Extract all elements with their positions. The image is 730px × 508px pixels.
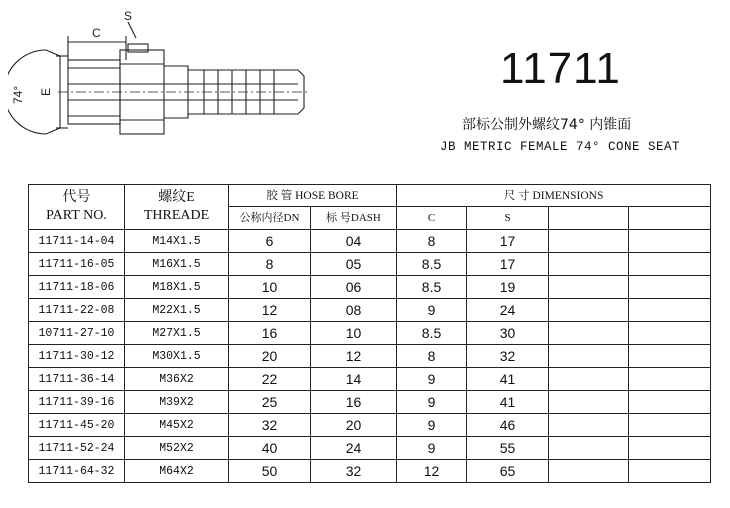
table-row [29, 322, 711, 345]
cell-empty [549, 322, 629, 345]
cell-thread: M64X2 [125, 460, 229, 483]
cell-dn: 10 [229, 276, 311, 299]
header-part-no: 代号 PART NO. [29, 185, 125, 230]
cell-thread: M30X1.5 [125, 345, 229, 368]
cell-empty [629, 322, 711, 345]
cell-empty [629, 391, 711, 414]
cell-part-no: 11711-39-16 [29, 391, 125, 414]
table-row [29, 299, 711, 322]
cell-empty [549, 391, 629, 414]
fitting-technical-drawing [8, 8, 318, 148]
cell-empty [629, 253, 711, 276]
cell-dash: 08 [311, 299, 397, 322]
cell-part-no: 11711-18-06 [29, 276, 125, 299]
cell-s: 19 [467, 276, 549, 299]
title-english: JB METRIC FEMALE 74° CONE SEAT [440, 140, 681, 154]
cell-empty [549, 437, 629, 460]
table-row [29, 414, 711, 437]
cell-part-no: 11711-16-05 [29, 253, 125, 276]
cell-c: 8.5 [397, 276, 467, 299]
cell-empty [549, 460, 629, 483]
cell-c: 9 [397, 368, 467, 391]
header-dn: 公称内径DN [229, 207, 311, 230]
cell-dash: 04 [311, 230, 397, 253]
cell-s: 55 [467, 437, 549, 460]
cell-empty [629, 460, 711, 483]
cell-part-no: 11711-64-32 [29, 460, 125, 483]
cell-dash: 14 [311, 368, 397, 391]
cell-empty [549, 276, 629, 299]
header-s: S [467, 207, 549, 230]
cell-thread: M27X1.5 [125, 322, 229, 345]
cell-s: 17 [467, 253, 549, 276]
table-row [29, 391, 711, 414]
table-row [29, 437, 711, 460]
cell-dn: 22 [229, 368, 311, 391]
cell-s: 32 [467, 345, 549, 368]
cell-empty [549, 414, 629, 437]
cell-dash: 05 [311, 253, 397, 276]
cell-thread: M36X2 [125, 368, 229, 391]
cell-c: 9 [397, 391, 467, 414]
table-row [29, 460, 711, 483]
cell-thread: M39X2 [125, 391, 229, 414]
cell-dn: 50 [229, 460, 311, 483]
cell-s: 17 [467, 230, 549, 253]
cell-thread: M22X1.5 [125, 299, 229, 322]
header-empty-1 [549, 207, 629, 230]
cell-empty [629, 368, 711, 391]
cell-thread: M14X1.5 [125, 230, 229, 253]
cell-s: 30 [467, 322, 549, 345]
cell-dash: 16 [311, 391, 397, 414]
cell-dn: 32 [229, 414, 311, 437]
title-chinese: 部标公制外螺纹74° 内锥面 [462, 117, 632, 133]
cell-dash: 06 [311, 276, 397, 299]
cell-dn: 6 [229, 230, 311, 253]
header-thread: 螺纹E THREADE [125, 185, 229, 230]
cell-empty [549, 230, 629, 253]
header-c: C [397, 207, 467, 230]
header-dimensions: 尺 寸 DIMENSIONS [397, 185, 711, 207]
cell-dn: 16 [229, 322, 311, 345]
cell-c: 9 [397, 437, 467, 460]
cell-part-no: 11711-45-20 [29, 414, 125, 437]
dim-e-label: E [39, 87, 53, 96]
cell-empty [629, 414, 711, 437]
cell-s: 24 [467, 299, 549, 322]
cell-empty [549, 368, 629, 391]
cell-empty [629, 276, 711, 299]
cell-empty [629, 345, 711, 368]
cell-empty [629, 299, 711, 322]
cell-thread: M18X1.5 [125, 276, 229, 299]
cell-dn: 25 [229, 391, 311, 414]
cell-c: 8 [397, 345, 467, 368]
dim-c-label: C [92, 26, 101, 40]
cell-dn: 40 [229, 437, 311, 460]
table-row [29, 276, 711, 299]
cell-s: 41 [467, 368, 549, 391]
cell-part-no: 10711-27-10 [29, 322, 125, 345]
header-dash: 标 号DASH [311, 207, 397, 230]
cell-c: 8 [397, 230, 467, 253]
cell-dash: 24 [311, 437, 397, 460]
cell-s: 46 [467, 414, 549, 437]
cell-part-no: 11711-36-14 [29, 368, 125, 391]
cell-empty [549, 299, 629, 322]
cell-dn: 12 [229, 299, 311, 322]
cell-dash: 10 [311, 322, 397, 345]
cell-part-no: 11711-22-08 [29, 299, 125, 322]
cell-part-no: 11711-52-24 [29, 437, 125, 460]
cell-dash: 32 [311, 460, 397, 483]
cell-c: 12 [397, 460, 467, 483]
cell-c: 8.5 [397, 322, 467, 345]
cell-empty [629, 437, 711, 460]
cell-c: 8.5 [397, 253, 467, 276]
table-row [29, 253, 711, 276]
dimensions-table [28, 184, 711, 483]
cell-dash: 20 [311, 414, 397, 437]
cell-c: 9 [397, 414, 467, 437]
table-row [29, 230, 711, 253]
cell-thread: M16X1.5 [125, 253, 229, 276]
part-number-title: 11711 [500, 44, 621, 93]
cell-part-no: 11711-30-12 [29, 345, 125, 368]
cell-thread: M52X2 [125, 437, 229, 460]
header-empty-2 [629, 207, 711, 230]
cell-empty [549, 253, 629, 276]
cell-c: 9 [397, 299, 467, 322]
cell-s: 41 [467, 391, 549, 414]
cell-empty [629, 230, 711, 253]
dim-angle-label: 74° [11, 85, 25, 104]
cell-dn: 20 [229, 345, 311, 368]
cell-empty [549, 345, 629, 368]
cell-s: 65 [467, 460, 549, 483]
table-row [29, 368, 711, 391]
cell-dash: 12 [311, 345, 397, 368]
cell-dn: 8 [229, 253, 311, 276]
cell-thread: M45X2 [125, 414, 229, 437]
dim-s-label: S [124, 9, 133, 23]
table-row [29, 345, 711, 368]
header-hose-bore: 胶 管 HOSE BORE [229, 185, 397, 207]
cell-part-no: 11711-14-04 [29, 230, 125, 253]
